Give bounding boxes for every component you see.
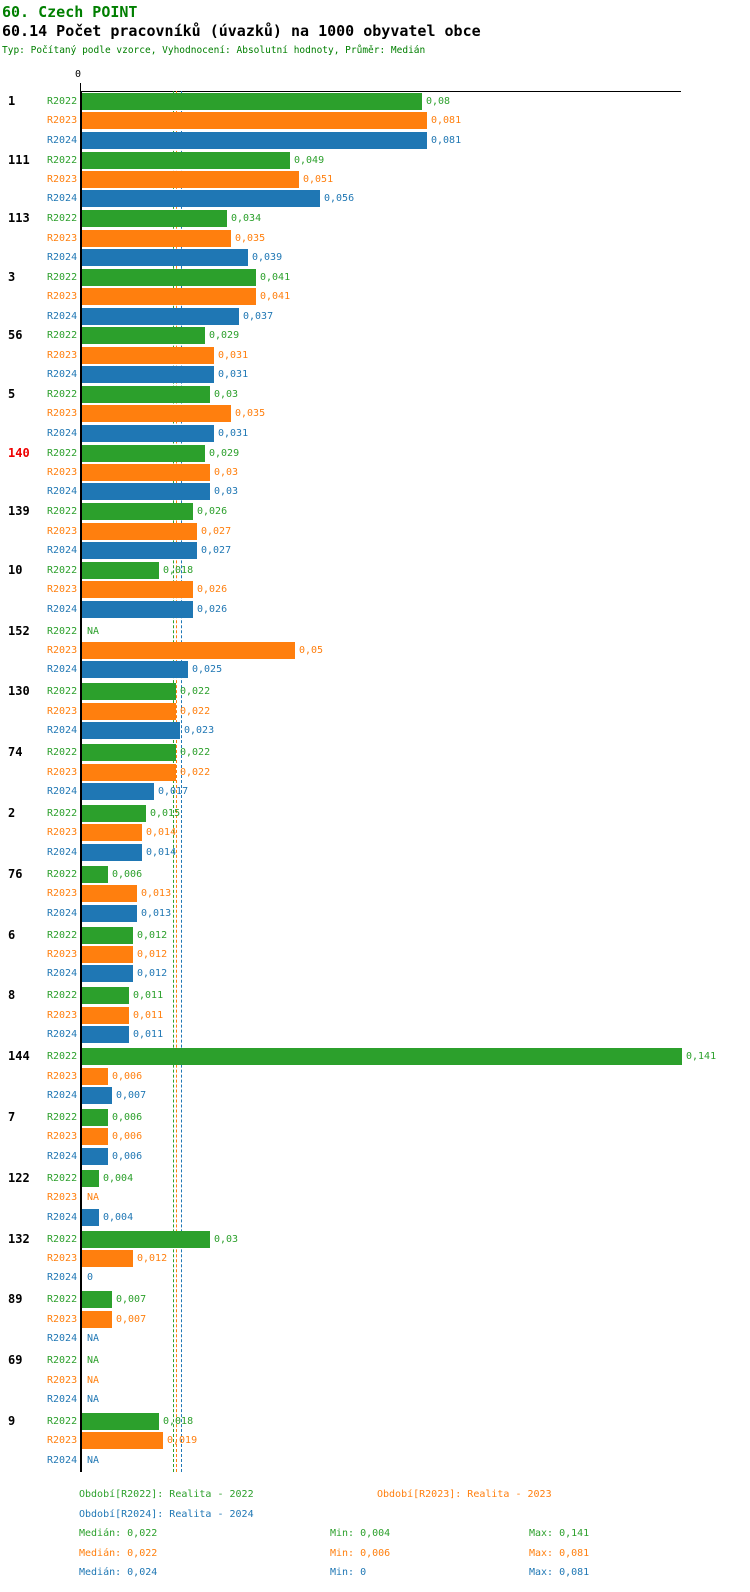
value-label: 0,006	[112, 868, 143, 880]
value-label: 0,011	[133, 990, 164, 1002]
value-label: 0,031	[218, 349, 249, 361]
value-label: 0,08	[426, 96, 451, 107]
value-label: 0,012	[137, 929, 168, 941]
series-label: R2023	[47, 1253, 78, 1264]
value-label: 0,025	[192, 664, 223, 676]
bar	[82, 1311, 112, 1328]
series-label: R2022	[47, 625, 78, 637]
value-label: 0,034	[231, 213, 262, 225]
value-label: 0,006	[112, 1070, 143, 1082]
value-label: 0,081	[431, 115, 462, 127]
value-label: 0,022	[180, 766, 211, 778]
na-label: NA	[87, 1333, 100, 1345]
value-label: 0,007	[116, 1090, 147, 1101]
series-label: R2024	[47, 725, 78, 737]
bar	[82, 308, 239, 325]
legend-item-r2023: Období[R2023]: Realita - 2023	[377, 1489, 552, 1500]
series-label: R2024	[47, 1090, 78, 1101]
series-label: R2023	[47, 115, 78, 127]
chart-title: 60. Czech POINT	[2, 3, 138, 21]
series-label: R2022	[47, 1416, 78, 1427]
value-label: 0,141	[686, 1051, 717, 1063]
bar	[82, 269, 256, 286]
value-label: 0,041	[260, 291, 291, 303]
value-label: 0,007	[116, 1294, 147, 1306]
series-label: R2022	[47, 564, 78, 576]
value-label: 0,031	[218, 369, 249, 381]
value-label: 0,035	[235, 408, 266, 420]
series-label: R2022	[47, 1294, 78, 1306]
bar	[82, 601, 193, 618]
bar	[82, 866, 108, 883]
series-label: R2023	[47, 766, 78, 778]
series-label: R2023	[47, 584, 78, 596]
series-label: R2024	[47, 369, 78, 381]
value-label: 0,022	[180, 747, 211, 759]
value-label: 0,039	[252, 252, 283, 263]
series-label: R2023	[47, 1070, 78, 1082]
value-label: 0,035	[235, 232, 266, 244]
bar	[82, 1048, 682, 1065]
bar	[82, 661, 188, 678]
bar	[82, 703, 176, 720]
series-label: R2023	[47, 1131, 78, 1143]
series-label: R2022	[47, 447, 78, 459]
stat-median-r2022: Medián: 0,022	[79, 1528, 158, 1539]
series-label: R2024	[47, 664, 78, 676]
bar	[82, 965, 133, 982]
bar	[82, 824, 142, 841]
group-id-label: 130	[8, 684, 30, 699]
value-label: 0,012	[137, 1253, 168, 1264]
value-label: 0,006	[112, 1150, 143, 1162]
series-label: R2022	[47, 1051, 78, 1063]
bar	[82, 483, 210, 500]
group-id-label: 122	[8, 1170, 30, 1185]
bar	[82, 190, 320, 207]
series-label: R2024	[47, 134, 78, 146]
value-label: 0,03	[214, 1233, 239, 1245]
bar	[82, 1231, 210, 1248]
stat-min-r2023: Min: 0,006	[330, 1548, 391, 1559]
x-axis-zero-tick	[80, 83, 81, 91]
value-label: 0,011	[133, 1029, 164, 1041]
series-label: R2023	[47, 408, 78, 420]
series-label: R2022	[47, 506, 78, 518]
group-id-label: 3	[8, 269, 16, 284]
value-label: 0,011	[133, 1009, 164, 1021]
bar	[82, 503, 193, 520]
value-label: 0,013	[141, 907, 172, 919]
stat-max-r2024: Max: 0,081	[529, 1567, 590, 1578]
series-label: R2022	[47, 389, 78, 400]
bar	[82, 405, 231, 422]
value-label: 0,014	[146, 846, 177, 858]
series-label: R2022	[47, 868, 78, 880]
series-label: R2023	[47, 888, 78, 900]
bar	[82, 327, 205, 344]
group-id-label: 144	[8, 1049, 30, 1064]
x-axis-line	[80, 91, 681, 92]
bar	[82, 230, 231, 247]
value-label: 0,012	[137, 949, 168, 960]
bar	[82, 744, 176, 761]
series-label: R2023	[47, 949, 78, 960]
series-label: R2022	[47, 1172, 78, 1184]
bar	[82, 93, 422, 110]
group-id-label: 76	[8, 866, 23, 881]
group-id-label: 56	[8, 328, 23, 343]
series-label: R2022	[47, 686, 78, 698]
value-label: 0,031	[218, 427, 249, 439]
bar	[82, 805, 146, 822]
bar	[82, 683, 176, 700]
series-label: R2022	[47, 1233, 78, 1245]
series-label: R2024	[47, 193, 78, 205]
value-label: 0,029	[209, 447, 240, 459]
value-label: 0,004	[103, 1211, 134, 1223]
value-label: 0,006	[112, 1131, 143, 1143]
value-label: 0,022	[180, 686, 211, 698]
chart-meta-line: Typ: Počítaný podle vzorce, Vyhodnocení: Absolutní hodnoty, Průměr: Medián	[2, 45, 426, 56]
na-label: NA	[87, 1394, 100, 1405]
bar	[82, 249, 248, 266]
series-label: R2023	[47, 291, 78, 303]
group-id-label: 69	[8, 1353, 23, 1368]
group-id-label: 7	[8, 1110, 16, 1124]
series-label: R2024	[47, 968, 78, 980]
stat-median-r2024: Medián: 0,024	[79, 1567, 158, 1578]
bar	[82, 783, 154, 800]
series-label: R2023	[47, 467, 78, 478]
bar	[82, 1413, 159, 1430]
series-label: R2022	[47, 213, 78, 225]
bar	[82, 1432, 163, 1449]
value-label: 0,004	[103, 1172, 134, 1184]
group-id-label: 139	[8, 504, 30, 519]
bar	[82, 366, 214, 383]
value-label: 0,049	[294, 154, 325, 166]
x-axis-zero-label: 0	[75, 69, 82, 80]
series-label: R2022	[47, 990, 78, 1002]
series-label: R2024	[47, 310, 78, 322]
series-label: R2024	[47, 1211, 78, 1223]
series-label: R2022	[47, 96, 78, 107]
series-label: R2024	[47, 786, 78, 797]
bar	[82, 288, 256, 305]
series-label: R2023	[47, 1313, 78, 1325]
series-label: R2022	[47, 1112, 78, 1123]
series-label: R2023	[47, 349, 78, 361]
series-label: R2023	[47, 645, 78, 656]
value-label: 0,018	[163, 1416, 194, 1427]
value-label: 0,03	[214, 486, 239, 498]
na-label: NA	[87, 1355, 100, 1367]
group-id-label: 10	[8, 562, 23, 577]
na-label: NA	[87, 1374, 100, 1386]
stat-median-r2023: Medián: 0,022	[79, 1548, 158, 1559]
bar	[82, 523, 197, 540]
group-id-label: 5	[8, 387, 16, 401]
group-id-label: 89	[8, 1292, 23, 1307]
series-label: R2023	[47, 232, 78, 244]
bar	[82, 171, 299, 188]
value-label: 0,03	[214, 389, 239, 400]
group-id-label: 132	[8, 1231, 30, 1246]
value-label: 0,029	[209, 330, 240, 342]
series-label: R2024	[47, 1454, 78, 1466]
bar	[82, 152, 290, 169]
bar	[82, 642, 295, 659]
series-label: R2022	[47, 929, 78, 941]
series-label: R2024	[47, 907, 78, 919]
value-label: 0,026	[197, 603, 228, 615]
na-label: NA	[87, 1192, 100, 1204]
bar	[82, 386, 210, 403]
series-label: R2023	[47, 705, 78, 717]
na-label: NA	[87, 1454, 100, 1466]
legend-item-r2024: Období[R2024]: Realita - 2024	[79, 1509, 254, 1520]
value-label: 0,026	[197, 584, 228, 596]
bar	[82, 581, 193, 598]
series-label: R2022	[47, 1355, 78, 1367]
bar	[82, 347, 214, 364]
series-label: R2024	[47, 1394, 78, 1405]
value-label: 0,013	[141, 888, 172, 900]
bar	[82, 1250, 133, 1267]
bar	[82, 1087, 112, 1104]
bar	[82, 132, 427, 149]
bar	[82, 1148, 108, 1165]
value-label: 0,027	[201, 545, 232, 556]
series-label: R2024	[47, 1333, 78, 1345]
series-label: R2023	[47, 1192, 78, 1204]
value-label: 0,006	[112, 1112, 143, 1123]
stat-min-r2024: Min: 0	[330, 1567, 367, 1578]
value-label: 0,014	[146, 827, 177, 839]
group-id-label: 1	[8, 94, 16, 108]
bar	[82, 445, 205, 462]
bar	[82, 464, 210, 481]
group-id-label: 6	[8, 927, 16, 942]
value-label: 0	[87, 1272, 94, 1284]
value-label: 0,019	[167, 1435, 198, 1447]
series-label: R2022	[47, 808, 78, 819]
bar	[82, 542, 197, 559]
chart-subtitle: 60.14 Počet pracovníků (úvazků) na 1000 obyvatel obce	[2, 22, 481, 40]
series-label: R2024	[47, 545, 78, 556]
value-label: 0,015	[150, 808, 181, 819]
series-label: R2024	[47, 427, 78, 439]
stat-max-r2022: Max: 0,141	[529, 1528, 590, 1539]
value-label: 0,056	[324, 193, 355, 205]
bar	[82, 562, 159, 579]
series-label: R2023	[47, 174, 78, 185]
group-id-label: 9	[8, 1414, 16, 1428]
bar	[82, 987, 129, 1004]
value-label: 0,05	[299, 645, 324, 656]
series-label: R2022	[47, 154, 78, 166]
bar	[82, 112, 427, 129]
series-label: R2024	[47, 603, 78, 615]
group-id-label: 2	[8, 806, 16, 820]
value-label: 0,037	[243, 310, 274, 322]
series-label: R2024	[47, 1272, 78, 1284]
value-label: 0,022	[180, 705, 211, 717]
bar	[82, 1209, 99, 1226]
stat-max-r2023: Max: 0,081	[529, 1548, 590, 1559]
value-label: 0,041	[260, 271, 291, 283]
bar	[82, 1068, 108, 1085]
bar	[82, 927, 133, 944]
group-id-label: 74	[8, 745, 23, 760]
stat-min-r2022: Min: 0,004	[330, 1528, 391, 1539]
value-label: 0,012	[137, 968, 168, 980]
group-id-label: 111	[8, 152, 30, 167]
value-label: 0,023	[184, 725, 215, 737]
series-label: R2024	[47, 252, 78, 263]
bar	[82, 905, 137, 922]
series-label: R2023	[47, 827, 78, 839]
bar	[82, 210, 227, 227]
group-id-label: 8	[8, 988, 16, 1003]
series-label: R2023	[47, 525, 78, 537]
group-id-label: 140	[8, 445, 30, 460]
bar	[82, 764, 176, 781]
bar	[82, 885, 137, 902]
series-label: R2024	[47, 846, 78, 858]
series-label: R2022	[47, 747, 78, 759]
series-label: R2023	[47, 1435, 78, 1447]
value-label: 0,081	[431, 134, 462, 146]
bar	[82, 1007, 129, 1024]
value-label: 0,027	[201, 525, 232, 537]
series-label: R2023	[47, 1009, 78, 1021]
bar	[82, 1128, 108, 1145]
bar	[82, 844, 142, 861]
series-label: R2022	[47, 330, 78, 342]
series-label: R2022	[47, 271, 78, 283]
value-label: 0,051	[303, 174, 334, 185]
na-label: NA	[87, 625, 100, 637]
bar	[82, 425, 214, 442]
group-id-label: 113	[8, 211, 30, 226]
bar	[82, 1291, 112, 1308]
value-label: 0,007	[116, 1313, 147, 1325]
value-label: 0,018	[163, 564, 194, 576]
bar	[82, 1109, 108, 1126]
bar	[82, 1026, 129, 1043]
bar	[82, 1170, 99, 1187]
series-label: R2024	[47, 486, 78, 498]
value-label: 0,03	[214, 467, 239, 478]
series-label: R2024	[47, 1150, 78, 1162]
group-id-label: 152	[8, 623, 30, 638]
series-label: R2024	[47, 1029, 78, 1041]
value-label: 0,026	[197, 506, 228, 518]
bar	[82, 946, 133, 963]
bar	[82, 722, 180, 739]
legend-item-r2022: Období[R2022]: Realita - 2022	[79, 1489, 254, 1500]
series-label: R2023	[47, 1374, 78, 1386]
value-label: 0,017	[158, 786, 189, 797]
